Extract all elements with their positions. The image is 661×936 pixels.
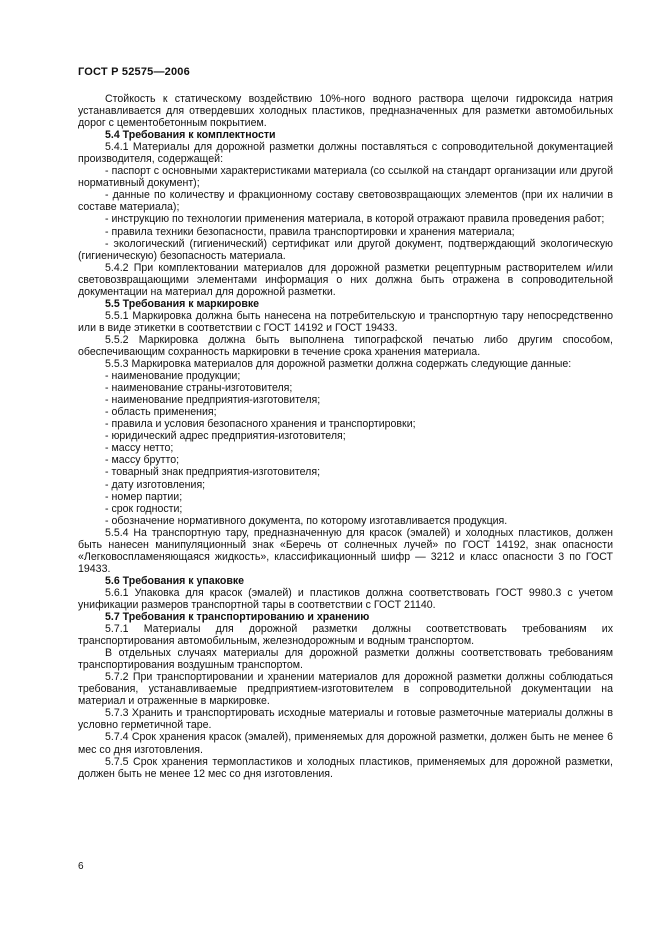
paragraph: - данные по количеству и фракционному составу световозвращающих элементов (при их наличии в составе материала);	[78, 189, 613, 214]
section-heading: 5.5 Требования к маркировке	[105, 297, 260, 310]
paragraph: - юридический адрес предприятия-изготовителя;	[105, 430, 346, 443]
paragraph: Стойкость к статическому воздействию 10%-ного водного раствора щелочи гидроксида натрия устанавливается для отвердевших холодных пластиков, предназначенных для разметки автомобильных дорог с цементобетонным покрытием.	[78, 93, 613, 130]
paragraph: 5.4.1 Материалы для дорожной разметки должны поставляться с сопроводительной документацией производителя, содержащей:	[78, 141, 613, 166]
paragraph: - правила и условия безопасного хранения и транспортировки;	[105, 418, 416, 431]
paragraph: 5.7.4 Срок хранения красок (эмалей), применяемых для дорожной разметки, должен быть не менее 6 мес со дня изготовления.	[78, 731, 613, 756]
paragraph: 5.7.3 Хранить и транспортировать исходные материалы и готовые разметочные материалы должны в условно герметичной таре.	[78, 707, 613, 732]
paragraph: 5.7.1 Материалы для дорожной разметки должны соответствовать требованиям их транспортирования автомобильным, железнодорожным и водным транспортом.	[78, 623, 613, 648]
paragraph: 5.6.1 Упаковка для красок (эмалей) и пластиков должна соответствовать ГОСТ 9980.3 с учетом унификации размеров транспортной тары в соответствии с ГОСТ 21140.	[78, 586, 613, 611]
paragraph: - массу нетто;	[105, 442, 174, 455]
section-heading: 5.7 Требования к транспортированию и хранению	[105, 611, 370, 624]
paragraph: - номер партии;	[105, 490, 183, 503]
paragraph: - наименование предприятия-изготовителя;	[105, 394, 321, 407]
paragraph: - товарный знак предприятия-изготовителя;	[105, 466, 321, 479]
paragraph: 5.5.2 Маркировка должна быть выполнена типографской печатью либо другим способом, обеспечивающим сохранность маркировки в течение срока хранения материала.	[78, 333, 613, 358]
page-number: 6	[78, 861, 84, 872]
section-heading: 5.6 Требования к упаковке	[105, 574, 245, 587]
paragraph: 5.5.1 Маркировка должна быть нанесена на потребительскую и транспортную тару непосредственно или в виде этикетки в соответствии с ГОСТ 14192 и ГОСТ 19433.	[78, 309, 613, 334]
paragraph: - инструкцию по технологии применения материала, в которой отражают правила проведения работ;	[105, 213, 605, 226]
section-heading: 5.4 Требования к комплектности	[105, 129, 276, 142]
paragraph: 5.4.2 При комплектовании материалов для дорожной разметки рецептурным растворителем и/или световозвращающими элементами информация о них должна быть отражена в сопроводительной документации на материал для дорожной разметки.	[78, 261, 613, 298]
paragraph: 5.7.2 При транспортировании и хранении материалов для дорожной разметки должны соблюдаться требования, устанавливаемые предприятием-изготовителем в сопроводительной документации на материал и отраженные в маркировке.	[78, 671, 613, 708]
document-header: ГОСТ Р 52575—2006	[78, 66, 190, 78]
paragraph: - срок годности;	[105, 502, 183, 515]
paragraph: В отдельных случаях материалы для дорожной разметки должны соответствовать требованиям транспортирования воздушным транспортом.	[78, 647, 613, 672]
paragraph: - дату изготовления;	[105, 478, 206, 491]
paragraph: - массу брутто;	[105, 454, 180, 467]
paragraph: - область применения;	[105, 406, 217, 419]
paragraph: 5.5.4 На транспортную тару, предназначенную для красок (эмалей) и холодных пластиков, должен быть нанесен манипуляционный знак «Беречь от солнечных лучей» по ГОСТ 14192, знак опасности «Легковоспламеняющаяся жидкость», классификационный шифр — 3212 и класс опасности 3 по ГОСТ 19433.	[78, 526, 613, 575]
paragraph: - обозначение нормативного документа, по которому изготавливается продукция.	[105, 514, 508, 527]
paragraph: - экологический (гигиенический) сертификат или другой документ, подтверждающий экологическую (гигиеническую) безопасность материала.	[78, 237, 613, 262]
paragraph: 5.7.5 Срок хранения термопластиков и холодных пластиков, применяемых для дорожной разметки, должен быть не менее 12 мес со дня изготовления.	[78, 755, 613, 780]
paragraph: - наименование продукции;	[105, 370, 241, 383]
paragraph: - наименование страны-изготовителя;	[105, 382, 293, 395]
paragraph: 5.5.3 Маркировка материалов для дорожной разметки должна содержать следующие данные:	[105, 358, 572, 371]
paragraph: - правила техники безопасности, правила транспортировки и хранения материала;	[105, 225, 515, 238]
paragraph: - паспорт с основными характеристиками материала (со ссылкой на стандарт организации или другой нормативный документ);	[78, 165, 613, 190]
document-body	[78, 93, 613, 780]
